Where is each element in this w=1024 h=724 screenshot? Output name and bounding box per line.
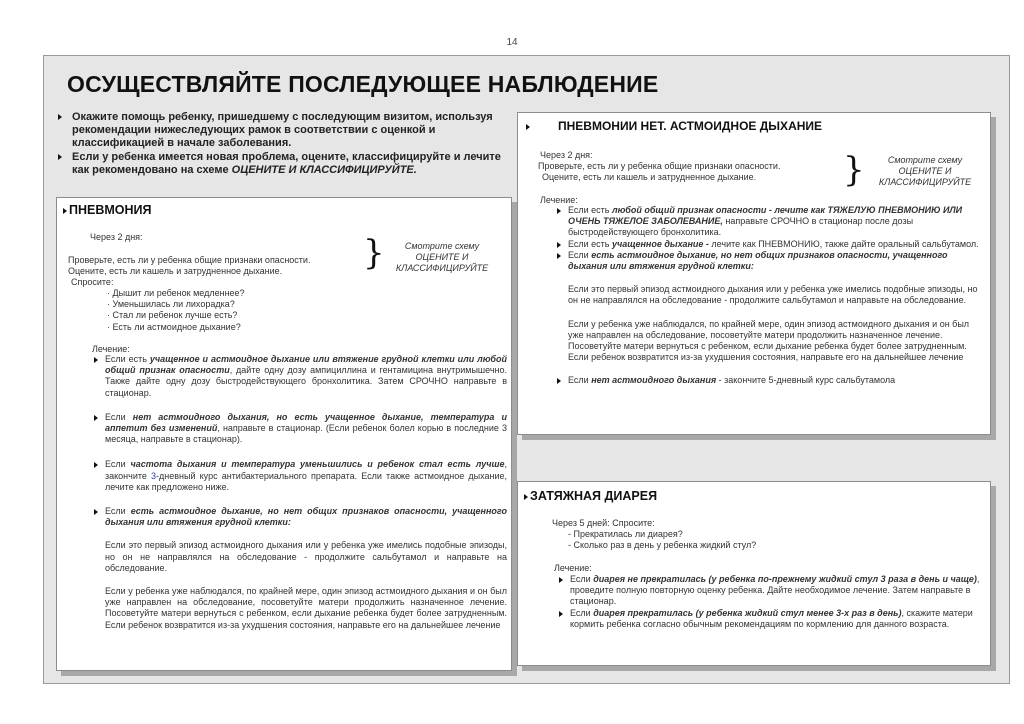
heading-triangle-icon [524, 494, 528, 500]
asthma-heading: ПНЕВМОНИИ НЕТ. АСТМОИДНОЕ ДЫХАНИЕ [526, 121, 822, 132]
pneumonia-heading: ПНЕВМОНИЯ [63, 205, 152, 216]
diarrhea-treatment-list [556, 574, 984, 630]
pneumonia-check-2: Оцените, есть ли кашель и затрудненное дыхание. [68, 266, 283, 276]
question-item: · Дышит ли ребенок медленнее? [107, 288, 245, 298]
bullet-triangle-icon [94, 415, 98, 421]
treatment-item: Если нет астмоидного дыхания, но есть учащенное дыхание, температура и аппетит без изменений, направьте в стационар. (Если ребенок болел корью в последние 3 месяца, направьте в стационар). [91, 412, 507, 446]
bullet-triangle-icon [557, 253, 561, 259]
bullet-triangle-icon [94, 509, 98, 515]
bullet-triangle-icon [559, 577, 563, 583]
diarrhea-treatment-label: Лечение: [554, 563, 592, 573]
asthma-paragraph-1: Если это первый эпизод астмоидного дыхания или у ребенка уже имелись подобные эпизоды, но он не направлялся на обследование - продолжите сальбутамол и направьте на обследование. [568, 284, 978, 306]
bullet-triangle-icon [58, 114, 62, 120]
pneumonia-treatment-list [91, 354, 507, 631]
intro-item [55, 151, 505, 177]
see-scheme-note: Смотрите схему ОЦЕНИТЕ И КЛАССИФИЦИРУЙТЕ [395, 241, 489, 273]
pneumonia-paragraph-1: Если это первый эпизод астмоидного дыхания или у ребенка уже имелись подобные эпизоды, но он не направлялся на обследование - продолжите сальбутамол и направьте на обследование. [105, 540, 507, 573]
pneumonia-treatment-label: Лечение: [92, 344, 130, 354]
treatment-item: Если есть любой общий признак опасности - лечите как ТЯЖЕЛУЮ ПНЕВМОНИЮ ИЛИ ОЧЕНЬ ТЯЖЕЛОЕ ЗАБОЛЕВАНИЕ, направьте СРОЧНО в стационар после дозы быстродействующего бронхолитика. [554, 205, 982, 239]
bullet-triangle-icon [557, 378, 561, 384]
bullet-triangle-icon [559, 611, 563, 617]
treatment-item: Если диарея не прекратилась (у ребенка по-прежнему жидкий стул 3 раза в день и чаще), проведите полную повторную оценку ребенка. Дайте необходимое лечение. Затем направьте в стационар. [556, 574, 984, 608]
pneumonia-check-1: Проверьте, есть ли у ребенка общие признаки опасности. [68, 255, 311, 265]
question-item: · Стал ли ребенок лучше есть? [107, 310, 238, 321]
asthma-box [517, 112, 991, 435]
diarrhea-box [517, 481, 991, 666]
question-item: - Сколько раз в день у ребенка жидкий стул? [568, 540, 757, 551]
treatment-item: Если нет астмоидного дыхания - закончите 5-дневный курс сальбутамола [554, 375, 982, 386]
heading-triangle-icon [63, 208, 67, 214]
diarrhea-after: Через 5 дней: Спросите: [552, 518, 655, 528]
question-item: · Уменьшилась ли лихорадка? [107, 299, 235, 310]
intro-scheme-ref: ОЦЕНИТЕ И КЛАССИФИЦИРУЙТЕ. [231, 164, 417, 176]
pneumonia-after: Через 2 дня: [90, 232, 143, 242]
asthma-paragraph-2: Если у ребенка уже наблюдался, по крайней мере, один эпизод астмоидного дыхания и он был уже направлен на обследование, посоветуйте матери продолжить назначенное лечение. Посоветуйте матери вернуться с ребенком, если дыхание ребенка будет более затрудненным. Если ребенок возвратится из-за ухудшения состояния, направьте его на дальнейшее лечение [568, 318, 970, 363]
bullet-triangle-icon [94, 357, 98, 363]
treatment-item: Если есть учащенное дыхание - лечите как ПНЕВМОНИЮ, также дайте оральный сальбутамол. [554, 239, 982, 250]
bullet-triangle-icon [557, 208, 561, 214]
asthma-after: Через 2 дня: [540, 150, 593, 160]
pneumonia-paragraph-2: Если у ребенка уже наблюдался, по крайней мере, один эпизод астмоидного дыхания и он был уже направлен на обследование, посоветуйте матери продолжить назначенное лечение. Посоветуйте матери вернуться с ребенком, если дыхание ребенка будет более затрудненным. Если ребенок возвратится из-за ухудшения состояния, направьте его на дальнейшее лечение [105, 586, 507, 630]
intro-text: Окажите помощь ребенку, пришедшему с последующим визитом, используя рекомендации нижеследующих рамок в соответствии с оценкой и классификацией в начале заболевания. [72, 111, 493, 149]
treatment-item: Если есть учащенное и астмоидное дыхание или втяжение грудной клетки или любой общий признак опасности, дайте одну дозу ампициллина и гентамицина внутримышечно. Также дайте одну дозу быстродействующего бронхолитика. Затем СРОЧНО направьте в стационар. [91, 354, 507, 399]
bullet-triangle-icon [557, 242, 561, 248]
treatment-item: Если диарея прекратилась (у ребенка жидкий стул менее 3-х раз в день), скажите матери кормить ребенка согласно обычным рекомендациям по кормлению для данного возраста. [556, 608, 984, 630]
brace-icon: } [843, 150, 865, 190]
question-item: · Есть ли астмоидное дыхание? [107, 321, 241, 332]
page-title: ОСУЩЕСТВЛЯЙТЕ ПОСЛЕДУЮЩЕЕ НАБЛЮДЕНИЕ [67, 71, 659, 97]
pneumonia-box [56, 197, 512, 671]
asthma-check-2: Оцените, есть ли кашель и затрудненное дыхание. [542, 172, 757, 182]
diarrhea-questions [568, 529, 756, 551]
asthma-treatment-label: Лечение: [540, 195, 578, 205]
brace-icon: } [363, 233, 385, 273]
bullet-triangle-icon [94, 462, 98, 468]
intro-list [55, 111, 505, 178]
treatment-item: Если есть астмоидное дыхание, но нет общих признаков опасности, учащенного дыхания или втяжения грудной клетки: [91, 506, 507, 528]
asthma-treatment-list [554, 205, 982, 387]
intro-item [55, 111, 505, 150]
question-item: - Прекратилась ли диарея? [568, 529, 683, 539]
heading-triangle-icon [526, 124, 530, 130]
treatment-item: Если есть астмоидное дыхание, но нет общих признаков опасности, учащенного дыхания или втяжения грудной клетки: [554, 250, 982, 272]
bullet-triangle-icon [58, 154, 62, 160]
see-scheme-note: Смотрите схему ОЦЕНИТЕ И КЛАССИФИЦИРУЙТЕ [878, 155, 972, 187]
pneumonia-questions [107, 288, 245, 333]
asthma-check-1: Проверьте, есть ли у ребенка общие признаки опасности. [538, 161, 781, 171]
diarrhea-heading: ЗАТЯЖНАЯ ДИАРЕЯ [524, 491, 657, 502]
treatment-item: Если частота дыхания и температура уменьшились и ребенок стал есть лучше, закончите 3-дневный курс антибактериального препарата. Если также астмоидное дыхание, лечите как предложено ниже. [91, 459, 507, 493]
pneumonia-ask: Спросите: [71, 277, 114, 287]
page-number: 14 [506, 37, 518, 48]
intro-text: Если у ребенка имеется новая проблема, оцените, классифицируйте и лечите как рекомендовано на схеме [72, 151, 501, 176]
